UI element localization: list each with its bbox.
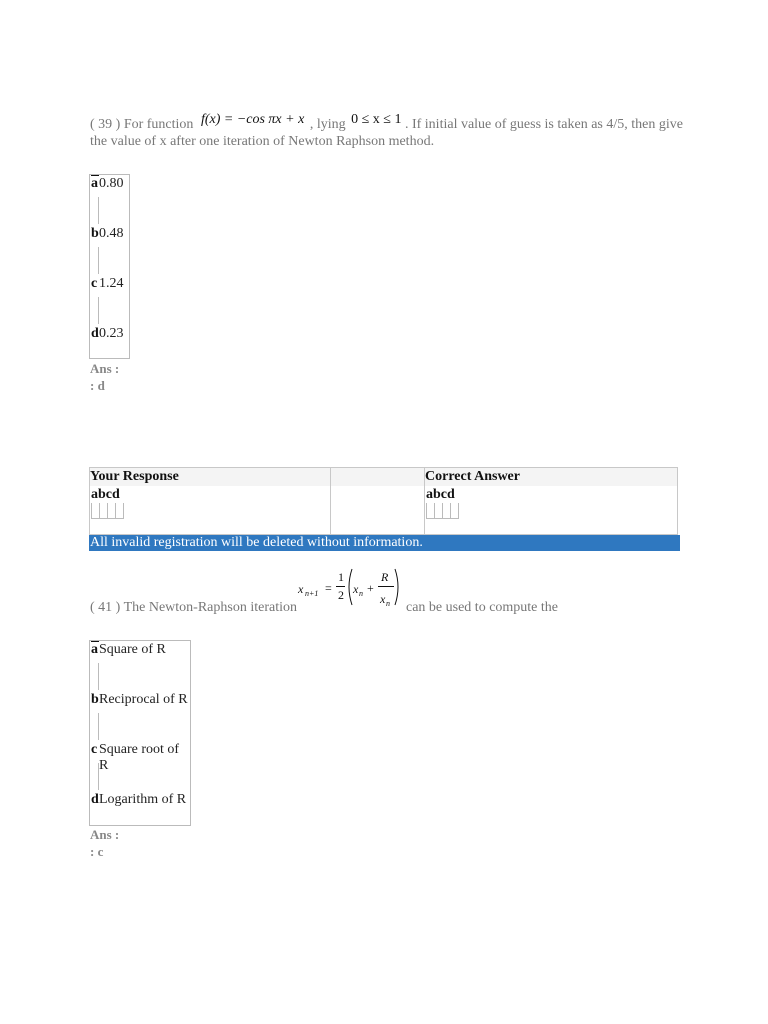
option-value: 0.80 [99, 176, 124, 191]
fraction-bar [336, 586, 345, 587]
q41-answer-value: : c [90, 844, 104, 859]
q39-option-b[interactable] [90, 225, 130, 275]
cell-divider [107, 503, 108, 519]
q41-options-table [89, 640, 191, 826]
q39-suffix: . If initial value of guess is taken as 4/5, then give [404, 117, 683, 132]
your-response-cells [91, 503, 124, 519]
cell-divider [450, 503, 451, 519]
formula-den-x: x [380, 592, 386, 606]
cell-divider [98, 197, 99, 224]
formula-den-sub: n [386, 599, 390, 608]
formula-frac-num: 1 [338, 570, 344, 584]
option-letter: b [91, 692, 99, 707]
q39-mid: , lying [309, 117, 346, 132]
q41-option-a[interactable] [90, 641, 191, 691]
right-paren-icon [394, 568, 402, 606]
option-value: Logarithm of R [99, 792, 187, 807]
formula-x: x [353, 582, 359, 596]
option-value: Square root of R [99, 742, 180, 773]
cell-divider [99, 503, 100, 519]
option-value: Square of R [99, 642, 166, 657]
cell-divider [442, 503, 443, 519]
response-table [89, 467, 678, 535]
formula-plus: + [367, 581, 374, 595]
option-letter: d [91, 792, 99, 807]
option-value: 0.48 [99, 226, 124, 241]
option-letter: c [91, 276, 98, 291]
your-response-heading: Your Response [90, 469, 179, 484]
cell-divider [98, 713, 99, 740]
cell-divider [434, 503, 435, 519]
q39-prefix: ( 39 ) For function [90, 117, 194, 132]
formula-frac-den: 2 [338, 588, 344, 602]
q39-options-table [89, 174, 130, 359]
q39-line1 [90, 112, 690, 133]
cell-divider [98, 247, 99, 274]
q39-option-a[interactable] [90, 175, 130, 225]
option-value: 1.24 [99, 276, 124, 291]
notice-banner: All invalid registration will be deleted without information. [89, 535, 680, 551]
formula-lhs-sub: n+1 [305, 589, 319, 598]
q39-range: 0 ≤ x ≤ 1 [351, 112, 402, 127]
cell-divider [98, 763, 99, 790]
option-letter: a [91, 176, 98, 191]
q39-option-d[interactable] [90, 325, 130, 359]
q41-option-b[interactable] [90, 691, 191, 741]
q39-option-c[interactable] [90, 275, 130, 325]
option-letter: a [91, 642, 98, 657]
q41-prefix: ( 41 ) The Newton-Raphson iteration [90, 600, 297, 615]
q39-answer-value: : d [90, 378, 105, 393]
your-response-letters: abcd [91, 487, 120, 502]
q39-answer-label: Ans : [90, 361, 120, 376]
correct-answer-heading: Correct Answer [425, 469, 520, 484]
cell-divider [98, 297, 99, 324]
option-value: Reciprocal of R [99, 692, 188, 707]
option-letter: b [91, 226, 99, 241]
left-paren-icon [345, 568, 353, 606]
q41-suffix: can be used to compute the [406, 600, 559, 615]
newton-raphson-formula [298, 566, 404, 616]
q41-option-c[interactable] [90, 741, 191, 791]
option-value: 0.23 [99, 326, 124, 341]
q41-answer-label: Ans : [90, 827, 120, 842]
correct-answer-cells [426, 503, 459, 519]
q41-option-d[interactable] [90, 791, 191, 825]
correct-answer-letters: abcd [426, 487, 455, 502]
option-letter: c [91, 742, 98, 757]
q39-line2: the value of x after one iteration of Newton Raphson method. [90, 134, 435, 149]
cell-divider [115, 503, 116, 519]
option-letter: d [91, 326, 99, 341]
formula-equals: = [325, 581, 332, 595]
column-divider [330, 468, 331, 534]
formula-r: R [381, 570, 389, 584]
q39-function-formula: f(x) = −cos πx + x [200, 112, 305, 127]
fraction-bar [378, 586, 394, 587]
formula-lhs: x [298, 582, 304, 596]
cell-divider [98, 663, 99, 690]
formula-x-sub: n [359, 589, 363, 598]
